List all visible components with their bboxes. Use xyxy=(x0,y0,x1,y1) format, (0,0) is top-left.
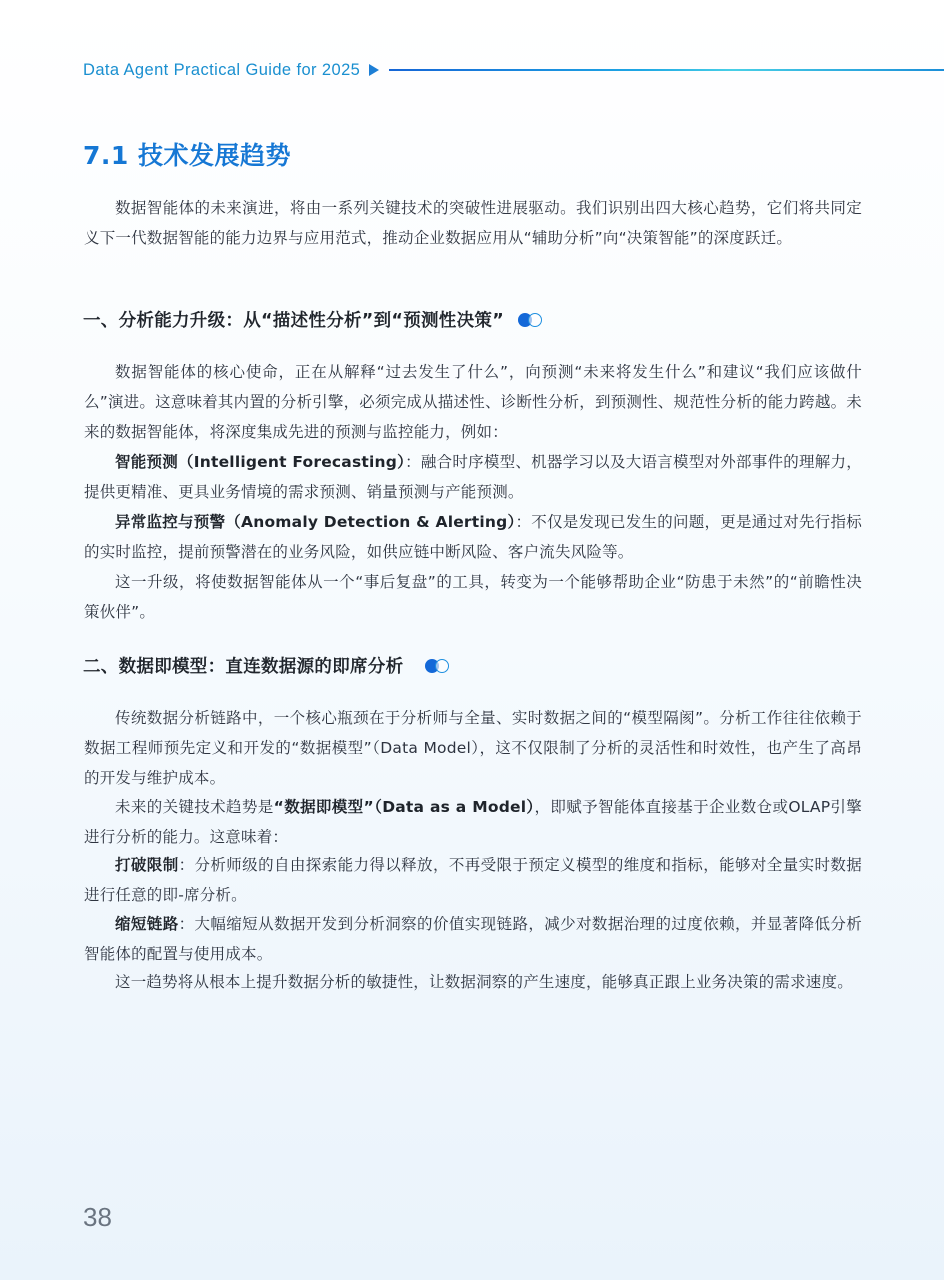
trend2-item-shorten-chain xyxy=(84,909,862,969)
trend2-heading xyxy=(83,653,452,678)
trend2-item-break-limits xyxy=(84,850,862,910)
trend1-conclusion: 这一升级，将使数据智能体从一个“事后复盘”的工具，转变为一个能够帮助企业“防患于未然”的“前瞻性决策伙伴”。 xyxy=(84,573,862,621)
item-text: ：不仅是发现已发生的问题，更是通过对先行指标的实时监控，提前预警潜在的业务风险，如供应链中断风险、客户流失风险等。 xyxy=(84,513,862,561)
trend2-paragraph: 传统数据分析链路中，一个核心瓶颈在于分析师与全量、实时数据之间的“模型隔阂”。分析工作往往依赖于数据工程师预先定义和开发的“数据模型”（Data Model），这不仅限制了分析的灵活性和时效性，也产生了高昂的开发与维护成本。 xyxy=(84,709,862,787)
page-number: 38 xyxy=(83,1202,112,1232)
trend1-paragraph: 数据智能体的核心使命，正在从解释“过去发生了什么”，向预测“未来将发生什么”和建议“我们应该做什么”演进。这意味着其内置的分析引擎，必须完成从描述性、诊断性分析，到预测性、规范性分析的能力跨越。未来的数据智能体，将深度集成先进的预测与监控能力，例如： xyxy=(84,363,862,441)
trend2-paragraph-2 xyxy=(84,792,862,852)
p2-pre: 未来的关键技术趋势是 xyxy=(115,798,274,816)
toggle-icon xyxy=(425,658,452,674)
header-title: Data Agent Practical Guide for 2025 xyxy=(83,60,361,79)
item-label: 缩短链路 xyxy=(115,915,179,933)
trend2-heading-text: 二、数据即模型：直连数据源的即席分析 xyxy=(83,657,404,677)
trend1-item-forecasting xyxy=(84,447,862,507)
running-header xyxy=(83,58,944,82)
trend2-conclusion: 这一趋势将从根本上提升数据分析的敏捷性，让数据洞察的产生速度，能够真正跟上业务决策的需求速度。 xyxy=(115,973,853,991)
p2-bold: “数据即模型”（Data as a Model） xyxy=(273,798,535,816)
play-arrow-icon xyxy=(369,64,379,76)
item-text: ：融合时序模型、机器学习以及大语言模型对外部事件的理解力，提供更精准、更具业务情境的需求预测、销量预测与产能预测。 xyxy=(84,453,862,501)
item-label: 智能预测（Intelligent Forecasting） xyxy=(115,453,406,471)
intro-paragraph: 数据智能体的未来演进，将由一系列关键技术的突破性进展驱动。我们识别出四大核心趋势，它们将共同定义下一代数据智能的能力边界与应用范式，推动企业数据应用从“辅助分析”向“决策智能”的深度跃迁。 xyxy=(84,199,862,247)
toggle-icon xyxy=(518,312,545,328)
trend1-item-anomaly xyxy=(84,507,862,567)
item-text: ：大幅缩短从数据开发到分析洞察的价值实现链路，减少对数据治理的过度依赖，并显著降低分析智能体的配置与使用成本。 xyxy=(84,915,862,963)
p2-post: ，即赋予智能体直接基于企业数仓或OLAP引擎进行分析的能力。这意味着： xyxy=(84,798,862,846)
item-label: 异常监控与预警（Anomaly Detection & Alerting） xyxy=(115,513,516,531)
trend1-heading-text: 一、分析能力升级：从“描述性分析”到“预测性决策” xyxy=(83,311,505,331)
trend1-heading xyxy=(83,307,545,332)
header-rule xyxy=(389,69,944,71)
item-label: 打破限制 xyxy=(115,856,179,874)
section-title: 7.1 技术发展趋势 xyxy=(83,141,291,170)
item-text: ：分析师级的自由探索能力得以释放，不再受限于预定义模型的维度和指标，能够对全量实时数据进行任意的即-席分析。 xyxy=(84,856,862,904)
